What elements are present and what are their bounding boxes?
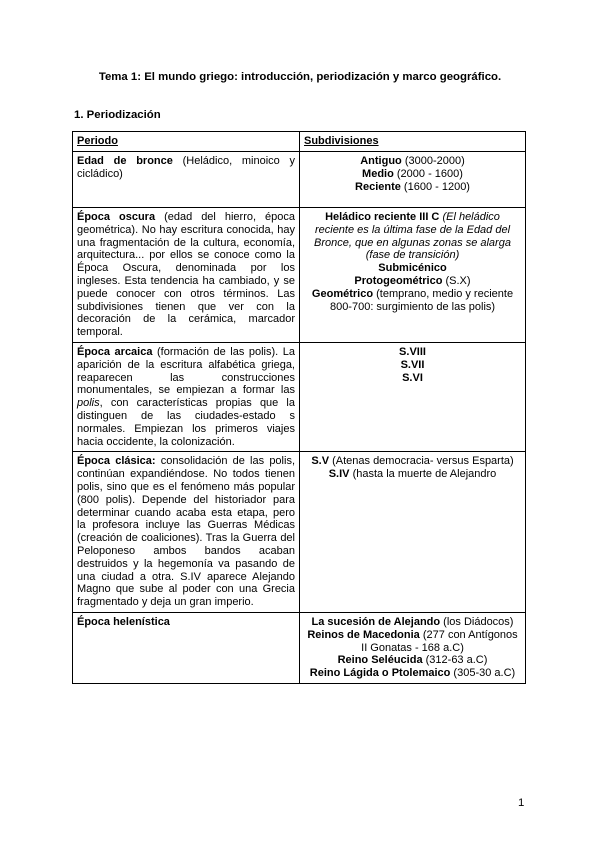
subdivision-item: S.VIII <box>399 345 426 358</box>
header-period: Periodo <box>73 132 300 152</box>
period-cell <box>73 612 300 683</box>
subdivision-item: Antiguo (3000-2000) <box>360 155 465 167</box>
period-description: , con características propias que la distinguen de las ciudades-estado s normales. Empiezan los primeros viajes hacia occidente, la colonización. <box>77 397 295 448</box>
subdivisions-cell <box>300 612 526 683</box>
subdivision-item: Protogeométrico (S.X) <box>354 274 471 287</box>
period-description: (Heládico, minoico y cicládico) <box>77 155 295 180</box>
table-row <box>73 208 526 343</box>
page-number: 1 <box>518 797 525 809</box>
period-description: consolidación de las polis, continúan expandiéndose. No todos tienen polis, sino que es el fenómeno más popular (800 polis). Depende del historiador para determinar cuando acaba esta etapa, pero la profesora incluye las Guerras Médicas (creación de coaliciones). Tras la Guerra del Peloponeso ambos bandos acaban destruidos y la hegemonía va pasando de una ciudad a otra. S.IV aparece Alejando Magno que sube al poder con una Grecia fragmentado y deja un gran imperio. <box>77 455 295 609</box>
table-row <box>73 342 526 451</box>
period-cell <box>73 208 300 343</box>
subdivision-item: Reino Seléucida (312-63 a.C) <box>337 654 488 667</box>
period-cell <box>73 152 300 208</box>
document-title: Tema 1: El mundo griego: introducción, periodización y marco geográfico. <box>98 71 502 83</box>
table-row <box>73 452 526 613</box>
subdivisions-cell <box>300 208 526 343</box>
period-description: (edad del hierro, época geométrica). No hay escritura conocida, hay una fragmentación de la cultura, economía, arquitectura... por ellos se conoce como la Época Oscura, denominada por los ingleses. Esta tendencia ha cambiado, y se puede conocer con otros términos. Las subdivisiones tienen que ver con la decoración de la cerámica, marcador temporal. <box>77 211 296 339</box>
period-name: Época helenística <box>77 615 170 628</box>
subdivision-item: Medio (2000 - 1600) <box>362 167 463 180</box>
period-cell <box>73 342 300 451</box>
period-cell <box>73 452 300 613</box>
period-italic-term: polis <box>77 397 100 410</box>
period-name: Época oscura <box>77 211 156 223</box>
subdivision-item: Reino Lágida o Ptolemaico (305-30 a.C) <box>309 667 516 680</box>
period-name: Época clásica: <box>77 455 156 468</box>
subdivision-item: S.V (Atenas democracia- versus Esparta) <box>311 455 514 468</box>
subdivision-item: S.IV (hasta la muerte de Alejandro <box>328 468 497 481</box>
subdivisions-cell <box>300 342 526 451</box>
table-row <box>73 152 526 208</box>
table-row <box>73 612 526 683</box>
subdivision-item: Submicénico <box>378 262 447 275</box>
period-name: Edad de bronce <box>77 155 173 167</box>
table-header-row <box>73 132 526 152</box>
period-name: Época arcaica <box>77 345 153 358</box>
subdivision-item: S.VI <box>402 371 423 384</box>
periodization-table <box>72 131 526 684</box>
header-subdivisions: Subdivisiones <box>300 132 526 152</box>
subdivision-item: Geométrico (temprano, medio y reciente 800-700: surgimiento de las polis) <box>311 287 514 313</box>
subdivision-item: La sucesión de Alejando (los Diádocos) <box>311 615 514 628</box>
period-description: (formación de las polis). La aparición de la escritura alfabética griega, reaparecen las construcciones monumentales, se empiezan a formar las <box>77 345 295 397</box>
section-heading: 1. Periodización <box>74 109 161 121</box>
subdivision-item: Heládico reciente III C (El heládico reciente es la última fase de la Edad del Bronce, que en algunas zonas se alarga (fase de transición) <box>314 211 511 262</box>
subdivisions-cell <box>300 452 526 613</box>
subdivision-item: S.VII <box>400 358 425 371</box>
subdivisions-cell <box>300 152 526 208</box>
subdivision-item: Reinos de Macedonia (277 con Antígonos II Gonatas - 168 a.C) <box>307 628 518 654</box>
subdivision-item: Reciente (1600 - 1200) <box>355 180 470 193</box>
